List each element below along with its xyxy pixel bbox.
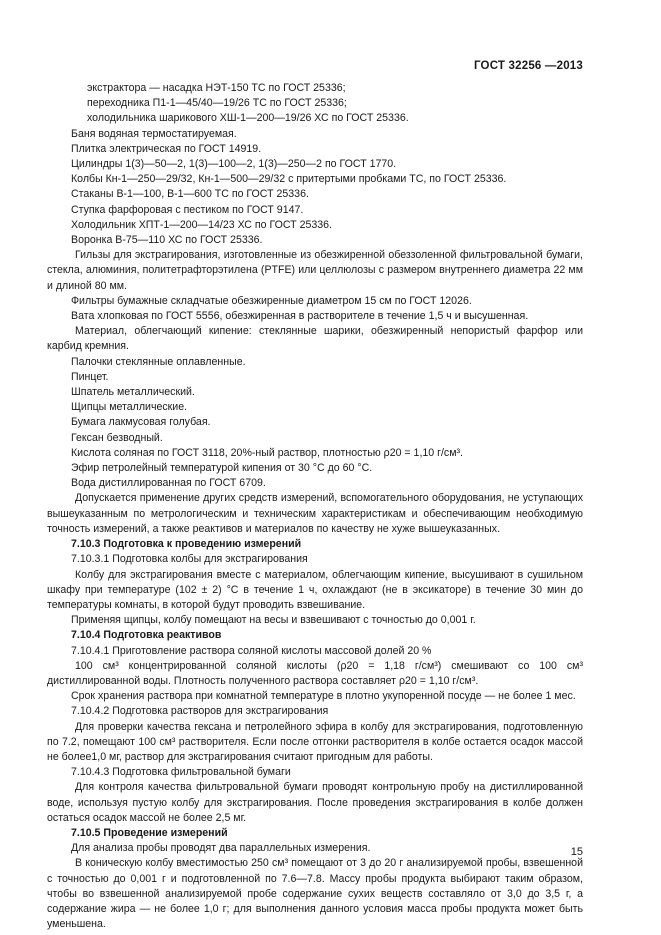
text-line: Баня водяная термостатируемая.	[71, 127, 237, 140]
subsection-heading: 7.10.4.2 Подготовка растворов для экстрагирования	[71, 705, 329, 718]
text-line: Для анализа пробы проводят два параллельных измерения.	[71, 842, 371, 855]
subsection-heading: 7.10.3.1 Подготовка колбы для экстрагирования	[71, 553, 308, 566]
page-number: 15	[570, 846, 583, 858]
text-line: Холодильник ХПТ-1—200—14/23 ХС по ГОСТ 25336.	[71, 218, 332, 231]
text-line: Кислота соляная по ГОСТ 3118, 20%-ный раствор, плотностью ρ20 = 1,10 г/см³.	[71, 446, 463, 459]
subsection-heading: 7.10.4.3 Подготовка фильтровальной бумаги	[71, 766, 291, 779]
text-line: Фильтры бумажные складчатые обезжиренные диаметром 15 см по ГОСТ 12026.	[71, 294, 472, 307]
section-heading: 7.10.4 Подготовка реактивов	[71, 629, 222, 642]
text-line: Применяя щипцы, колбу помещают на весы и взвешивают с точностью до 0,001 г.	[71, 614, 476, 627]
paragraph: Материал, облегчающий кипение: стеклянные шарики, обезжиренный непористый фарфор или карбид кремния.	[47, 325, 583, 353]
text-line: холодильника шарикового ХШ-1—200—19/26 ХС по ГОСТ 25336.	[87, 112, 409, 125]
text-line: Эфир петролейный температурой кипения от 30 °С до 60 °С.	[71, 462, 373, 475]
document-id: ГОСТ 32256 —2013	[473, 60, 583, 72]
text-line: переходника П1-1—45/40—19/26 ТС по ГОСТ 25336;	[87, 97, 347, 110]
paragraph: 100 см³ концентрированной соляной кислоты (ρ20 = 1,18 г/см³) смешивают со 100 см³ дистиллированной воды. Плотность полученного раствора составляет ρ20 = 1,10 г/см³.	[47, 659, 583, 687]
text-line: Плитка электрическая по ГОСТ 14919.	[71, 142, 262, 155]
text-line: Щипцы металлические.	[71, 401, 188, 414]
text-line: Гексан безводный.	[71, 431, 163, 444]
document-body	[47, 81, 583, 932]
text-line: Стаканы В-1—100, В-1—600 ТС по ГОСТ 25336.	[71, 188, 309, 201]
text-line: Пинцет.	[71, 370, 109, 383]
text-line: Шпатель металлический.	[71, 386, 195, 399]
text-line: Цилиндры 1(3)—50—2, 1(3)—100—2, 1(3)—250—2 по ГОСТ 1770.	[71, 158, 397, 171]
subsection-heading: 7.10.4.1 Приготовление раствора соляной кислоты массовой долей 20 %	[71, 644, 432, 657]
text-line: экстрактора — насадка НЭТ-150 ТС по ГОСТ 25336;	[87, 82, 346, 94]
paragraph: Для контроля качества фильтровальной бумаги проводят контрольную пробу на дистиллированной воде, используя пустую колбу для экстрагирования. После проведения экстрагирования в колбе должен остаться осадок массой не более 2,5 мг.	[47, 781, 583, 824]
text-line: Воронка В-75—110 ХС по ГОСТ 25336.	[71, 234, 263, 247]
section-heading: 7.10.5 Проведение измерений	[71, 826, 228, 839]
text-line: Срок хранения раствора при комнатной температуре в плотно укупоренной посуде — не более 1 мес.	[71, 690, 576, 703]
text-line: Ступка фарфоровая с пестиком по ГОСТ 9147.	[71, 203, 304, 216]
text-line: Вода дистиллированная по ГОСТ 6709.	[71, 477, 266, 490]
paragraph: В коническую колбу вместимостью 250 см³ помещают от 3 до 20 г анализируемой пробы, взвешенной с точностью до 0,001 г и подготовленной по 7.6—7.8. Массу пробы продукта выбирают таким образом, чтобы во взвешенной анализируемой пробе содержание сухих веществ составляло от 3,0 до 3,5 г, а содержание жира — не более 1,0 г; для выполнения данного условия масса пробы продукта может быть уменьшена.	[47, 857, 583, 931]
paragraph: Колбу для экстрагирования вместе с материалом, облегчающим кипение, высушивают в сушильном шкафу при температуре (102 ± 2) °С в течение 1 ч, охлаждают (не в эксикаторе) в течение 30 мин до температуры комнаты, в которой будут проводить взвешивание.	[47, 568, 583, 611]
text-line: Вата хлопковая по ГОСТ 5556, обезжиренная в растворителе в течение 1,5 ч и высушенная.	[71, 310, 529, 323]
paragraph: Гильзы для экстрагирования, изготовленные из обезжиренной обеззоленной фильтровальной бумаги, стекла, алюминия, политетрафторэтилена (PTFE) или целлюлозы с размером внутреннего диаметра 22 мм и длиной 80 мм.	[47, 249, 583, 292]
text-line: Бумага лакмусовая голубая.	[71, 416, 211, 429]
paragraph: Допускается применение других средств измерений, вспомогательного оборудования, не уступающих вышеуказанным по метрологическим и техническим характеристикам и обеспечивающим необходимую точность измерений, а также реактивов и материалов по качеству не хуже вышеуказанных.	[47, 492, 583, 535]
text-line: Колбы Кн-1—250—29/32, Кн-1—500—29/32 с притертыми пробками ТС, по ГОСТ 25336.	[71, 173, 507, 186]
section-heading: 7.10.3 Подготовка к проведению измерений	[71, 538, 302, 551]
text-line: Палочки стеклянные оплавленные.	[71, 355, 246, 368]
paragraph: Для проверки качества гексана и петролейного эфира в колбу для экстрагирования, подготовленную по 7.2, помещают 100 см³ растворителя. Если после отгонки растворителя в колбе остается осадок массой не более1,0 мг, раствор для экстрагирования считают пригодным для работы.	[47, 720, 583, 763]
